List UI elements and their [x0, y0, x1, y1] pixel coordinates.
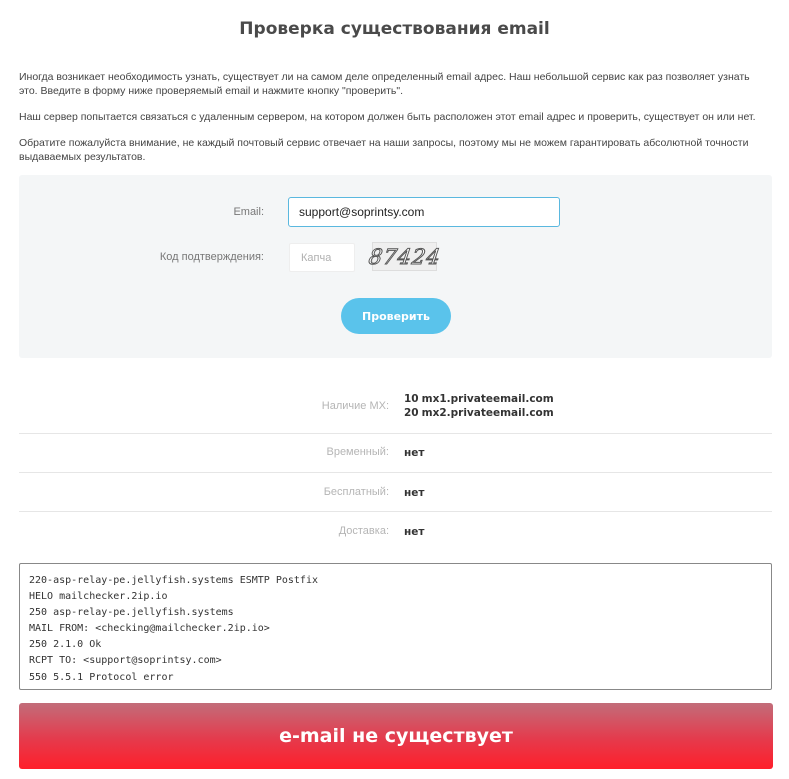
result-row-mx: [19, 385, 772, 434]
log-line: 250 2.1.0 Ok: [29, 639, 102, 651]
result-row-free: [19, 473, 772, 512]
delivery-value: нет: [404, 526, 425, 538]
captcha-label: Код подтверждения:: [159, 251, 264, 263]
result-row-temporary: [19, 434, 772, 473]
intro-paragraph-1: Иногда возникает необходимость узнать, существует ли на самом деле определенный email адрес. Наш небольшой сервис как раз позволяет узнать это. Введите в форму ниже проверяемый email и нажмите кнопку "проверить".: [19, 71, 750, 97]
smtp-log[interactable]: [19, 563, 772, 690]
log-line: 550 5.5.1 Protocol error: [29, 671, 174, 683]
page-title: Проверка существования email: [239, 19, 550, 39]
temporary-label: Временный:: [326, 446, 389, 458]
intro-paragraph-2: Наш сервер попытается связаться с удаленным сервером, на котором должен быть расположен этот email адрес и проверить, существует он или нет.: [19, 111, 756, 123]
temporary-value: нет: [404, 447, 425, 459]
mx-value: [404, 392, 554, 420]
log-line: 220-asp-relay-pe.jellyfish.systems ESMTP Postfix: [29, 575, 318, 586]
captcha-image: [366, 242, 443, 271]
delivery-label: Доставка:: [338, 525, 389, 537]
free-label: Бесплатный:: [323, 486, 389, 498]
captcha-input[interactable]: [289, 243, 355, 272]
verdict-banner: [19, 703, 773, 769]
result-row-delivery: [19, 512, 772, 550]
email-label: Email:: [233, 206, 264, 218]
log-line: 250 asp-relay-pe.jellyfish.systems: [29, 607, 234, 619]
log-line: HELO mailchecker.2ip.io: [29, 591, 168, 603]
results-table: [19, 385, 772, 550]
mx-label: Наличие MX:: [321, 400, 389, 412]
mx-record: 20 mx2.privateemail.com: [404, 407, 554, 419]
intro-paragraph-3: Обратите пожалуйста внимание, не каждый почтовый сервис отвечает на наши запросы, поэтому мы не можем гарантировать абсолютной точности выдаваемых результатов.: [19, 137, 749, 163]
log-line: RCPT TO: <support@soprintsy.com>: [29, 655, 222, 667]
log-line: MAIL FROM: <checking@mailchecker.2ip.io>: [29, 623, 270, 635]
check-form: [19, 175, 772, 358]
verdict-text: e-mail не существует: [279, 725, 513, 747]
free-value: нет: [404, 487, 425, 499]
mx-record: 10 mx1.privateemail.com: [404, 393, 554, 405]
check-button[interactable]: Проверить: [341, 298, 451, 334]
email-input[interactable]: [288, 197, 560, 227]
captcha-image-text: 87424: [366, 244, 443, 269]
